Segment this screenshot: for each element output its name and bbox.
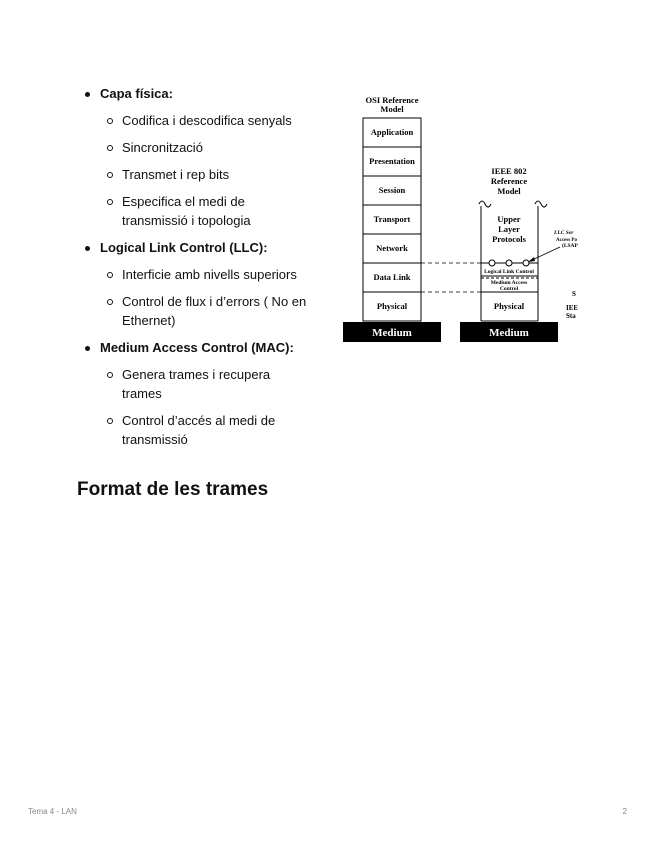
osi-vs-ieee802-diagram xyxy=(340,94,580,346)
sub-list-item: Transmet i rep bits xyxy=(100,165,312,184)
sub-list-item: Genera trames i recupera trames xyxy=(100,365,312,403)
llc-note-line3: (LSAP xyxy=(562,243,578,249)
reference-model-figure xyxy=(340,94,580,346)
list-item-mac xyxy=(77,338,327,449)
list-item-physical-layer xyxy=(77,84,327,230)
osi-title-line2: Model xyxy=(380,104,404,114)
ieee-title-line2: Reference xyxy=(490,176,528,186)
osi-label-network: Network xyxy=(376,243,408,253)
ieee-title-line1: IEEE 802 xyxy=(491,166,527,176)
correspondence-lines xyxy=(421,263,481,292)
osi-label-session: Session xyxy=(378,185,406,195)
ieee-llc-label: Logical Link Control xyxy=(484,269,534,275)
sub-list-item: Interficie amb nivells superiors xyxy=(100,265,312,284)
llc-note-line2: Access Po xyxy=(556,238,577,243)
ieee-physical-label: Physical xyxy=(493,301,525,311)
sub-list-item: Control de flux i d’errors ( No en Ethernet) xyxy=(100,292,312,330)
osi-label-presentation: Presentation xyxy=(369,156,415,166)
ieee-mac-line2: Control xyxy=(499,286,519,292)
ieee-title-line3: Model xyxy=(497,186,521,196)
list-item-title: Logical Link Control (LLC): xyxy=(100,240,268,255)
osi-medium-label: Medium xyxy=(372,327,412,339)
ieee-upper-line2: Layer xyxy=(498,224,520,234)
ieee-upper-line1: Upper xyxy=(497,214,521,224)
sub-list-item: Control d’accés al medi de transmissió xyxy=(100,411,312,449)
sub-list xyxy=(100,111,327,230)
cropped-label-iee: IEE xyxy=(566,304,579,312)
osi-label-transport: Transport xyxy=(373,214,411,224)
sub-list-item: Codifica i descodifica senyals xyxy=(100,111,312,130)
list-item-title: Capa física: xyxy=(100,86,173,101)
bullet-list-column xyxy=(77,84,327,457)
page-number: 2 xyxy=(622,807,627,816)
section-heading: Format de les trames xyxy=(77,479,269,500)
sub-list-item: Sincronització xyxy=(100,138,312,157)
llc-note-arrow xyxy=(530,247,560,261)
cropped-label-sta: Sta xyxy=(566,312,576,320)
list-item-llc xyxy=(77,238,327,330)
osi-title-line1: OSI Reference xyxy=(365,95,419,105)
ieee-medium-label: Medium xyxy=(489,327,529,339)
sap-circle xyxy=(489,260,495,266)
llc-note-line1: LLC Ser xyxy=(554,230,574,236)
osi-label-physical: Physical xyxy=(376,301,408,311)
ieee-upper-line3: Protocols xyxy=(492,234,526,244)
llc-note-arrowhead xyxy=(528,257,535,262)
sap-circle xyxy=(506,260,512,266)
layer-bullet-list xyxy=(77,84,327,449)
list-item-title: Medium Access Control (MAC): xyxy=(100,340,294,355)
sub-list xyxy=(100,365,327,449)
sub-list xyxy=(100,265,327,330)
cropped-label-s: S xyxy=(572,290,576,298)
footer-left-text: Tema 4 - LAN xyxy=(28,807,77,816)
sub-list-item: Especifica el medi de transmissió i topologia xyxy=(100,192,312,230)
ieee-mac-line1: Medium Access xyxy=(490,280,528,286)
osi-label-application: Application xyxy=(370,127,414,137)
sap-circle xyxy=(523,260,529,266)
osi-label-data-link: Data Link xyxy=(373,272,411,282)
tilde-right xyxy=(535,201,547,207)
